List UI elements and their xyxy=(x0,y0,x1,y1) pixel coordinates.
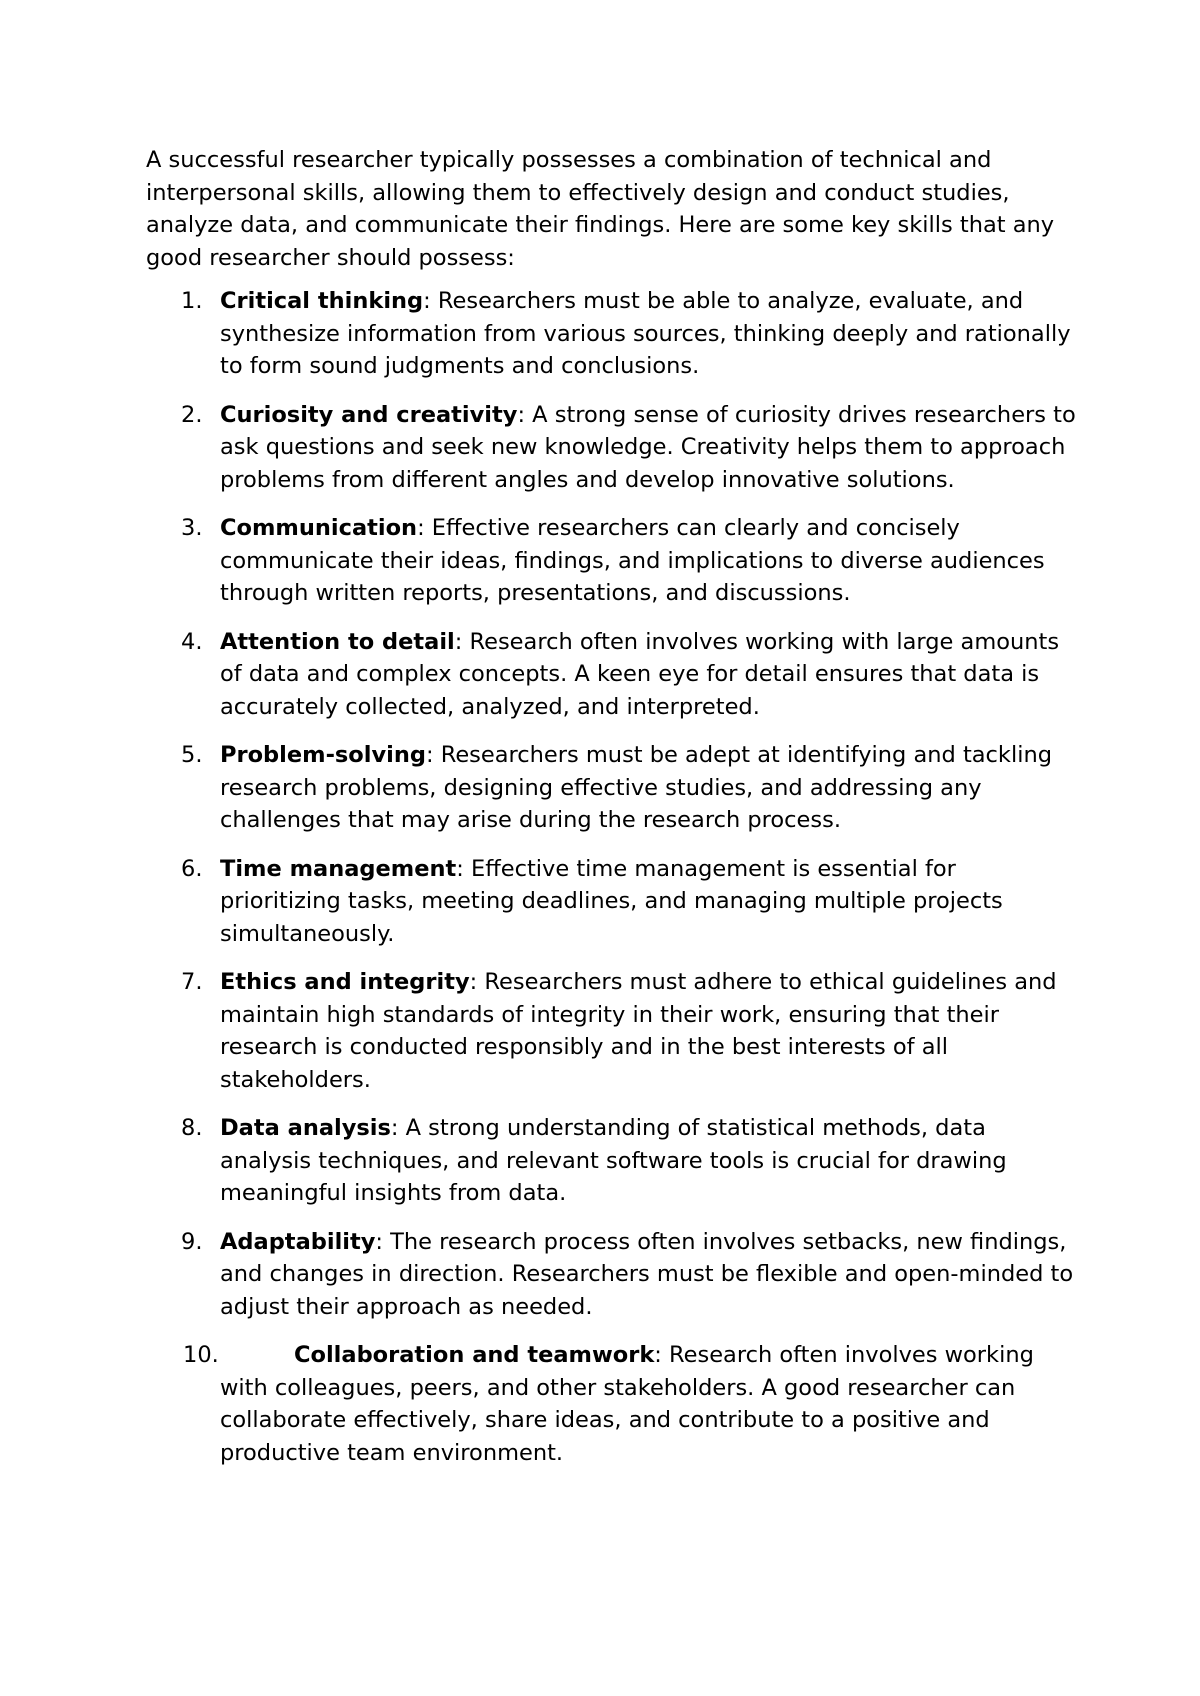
skill-name: Attention to detail xyxy=(220,628,455,655)
skill-description: : Effective time management is essential for prioritizing tasks, meeting deadlines, and managing multiple projects simultaneously. xyxy=(220,855,1003,947)
item-number: 10. xyxy=(183,1342,219,1368)
item-number: 3. xyxy=(181,515,203,541)
skill-description: : A strong understanding of statistical methods, data analysis techniques, and relevant software tools is crucial for drawing meaningful insights from data. xyxy=(220,1115,1007,1206)
list-item xyxy=(146,285,1076,383)
skill-description: : The research process often involves setbacks, new findings, and changes in direction. Researchers must be flexible and open-minded to adjust their approach as needed. xyxy=(220,1228,1074,1320)
skill-description: : Researchers must be adept at identifying and tackling research problems, designing effective studies, and addressing any challenges that may arise during the research process. xyxy=(220,742,1053,833)
skill-description: : Research often involves working with colleagues, peers, and other stakeholders. A good researcher can collaborate effectively, share ideas, and contribute to a positive and productive team environment. xyxy=(220,1342,1034,1466)
list-item xyxy=(146,399,1076,497)
item-number: 2. xyxy=(181,401,203,428)
list-item xyxy=(146,1339,1076,1469)
skill-name: Time management xyxy=(220,855,457,882)
list-item xyxy=(146,512,1076,610)
skill-name: Curiosity and creativity xyxy=(220,401,518,428)
skill-name: Communication xyxy=(220,515,418,541)
skill-name: Collaboration and teamwork xyxy=(294,1342,655,1368)
skill-name: Data analysis xyxy=(220,1115,391,1141)
skill-description: : Research often involves working with large amounts of data and complex concepts. A keen eye for detail ensures that data is accurately collected, analyzed, and interpreted. xyxy=(220,628,1060,720)
skill-name: Critical thinking xyxy=(220,288,424,314)
list-item xyxy=(146,966,1076,1096)
list-item xyxy=(146,853,1076,951)
list-item xyxy=(146,1226,1076,1324)
skill-name: Problem-solving xyxy=(220,742,426,768)
item-number: 5. xyxy=(181,742,203,768)
list-item xyxy=(146,626,1076,724)
item-number: 4. xyxy=(181,628,203,655)
item-number: 8. xyxy=(181,1115,203,1141)
item-number: 1. xyxy=(181,288,203,314)
skill-name: Ethics and integrity xyxy=(220,969,470,995)
intro-paragraph: A successful researcher typically possesses a combination of technical and interpersonal skills, allowing them to effectively design and conduct studies, analyze data, and communicate their findings. Here are some key skills that any good researcher should possess: xyxy=(146,147,1055,271)
document-body xyxy=(146,144,1076,1485)
skill-description: : Researchers must adhere to ethical guidelines and maintain high standards of integrity in their work, ensuring that their research is conducted responsibly and in the best interests of all stakeholders. xyxy=(220,969,1057,1093)
first-line-indent xyxy=(220,1342,294,1368)
skill-description: : Effective researchers can clearly and concisely communicate their ideas, findings, and implications to diverse audiences through written reports, presentations, and discussions. xyxy=(220,515,1045,606)
skills-list xyxy=(146,285,1076,1469)
list-item xyxy=(146,1112,1076,1210)
item-number: 6. xyxy=(181,855,203,882)
skill-name: Adaptability xyxy=(220,1228,376,1255)
skill-description: : Researchers must be able to analyze, evaluate, and synthesize information from various sources, thinking deeply and rationally to form sound judgments and conclusions. xyxy=(220,288,1071,379)
list-item xyxy=(146,739,1076,837)
skill-description: : A strong sense of curiosity drives researchers to ask questions and seek new knowledge. Creativity helps them to approach problems from different angles and develop innovative solutions. xyxy=(220,401,1076,493)
item-number: 9. xyxy=(181,1228,203,1255)
item-number: 7. xyxy=(181,969,203,995)
